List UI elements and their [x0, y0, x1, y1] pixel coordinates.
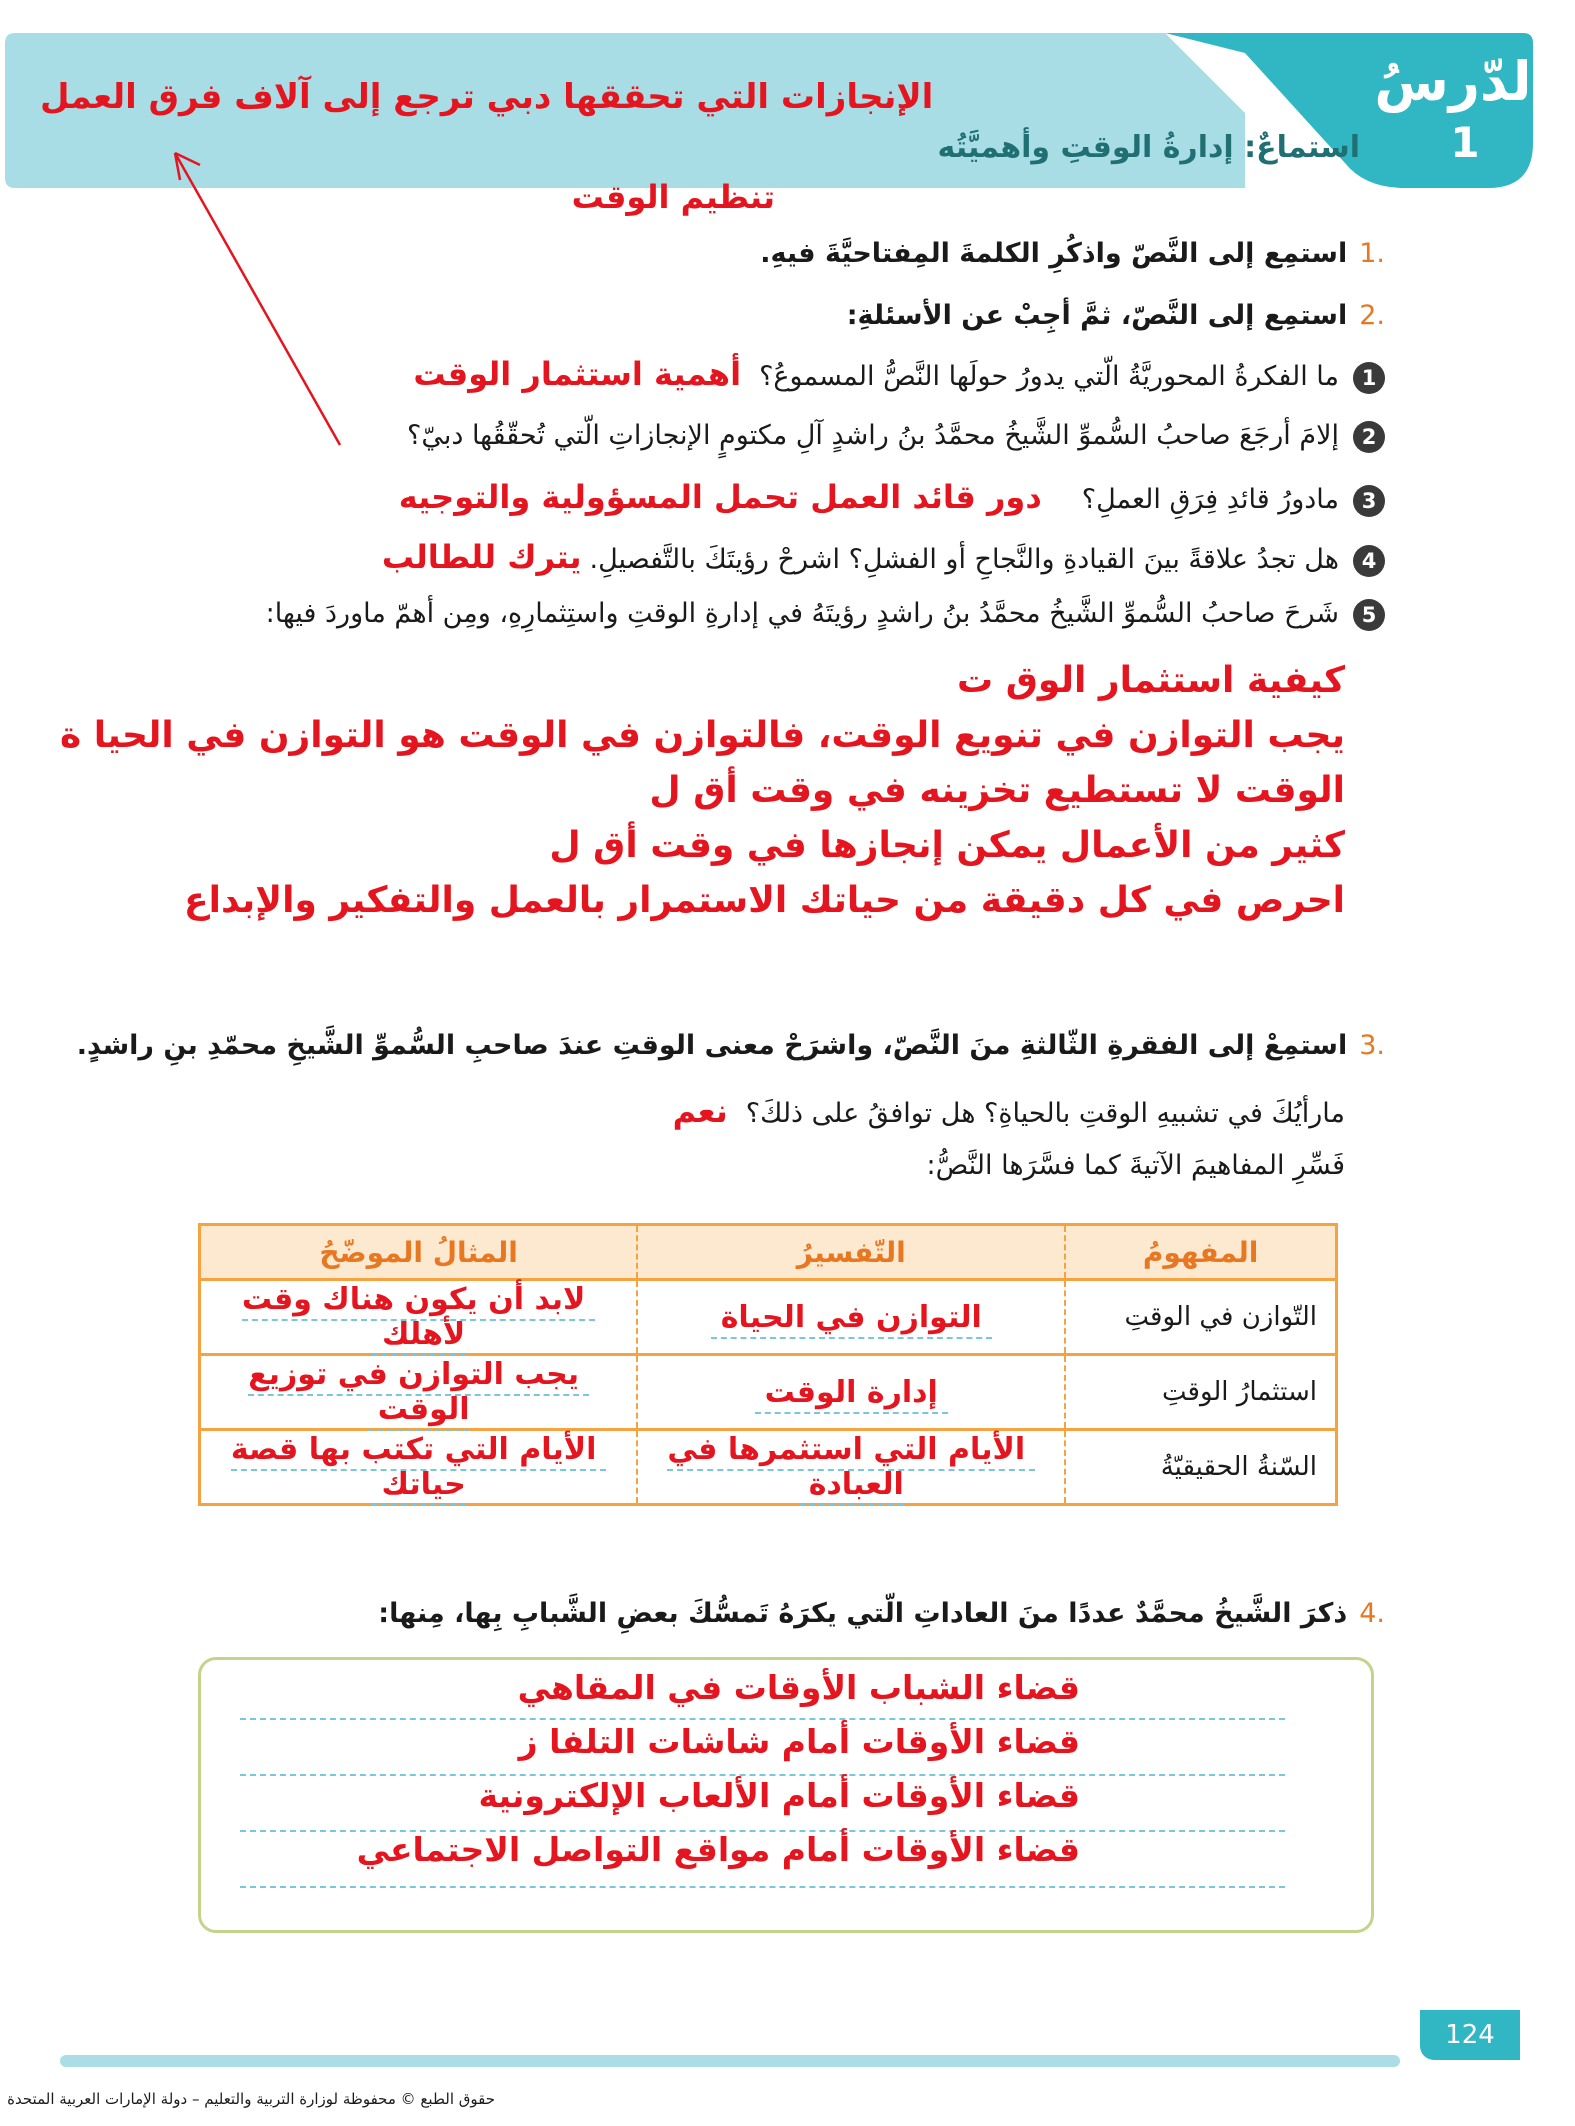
- example-answer: لابد أن يكون هناك وقت لأهلك: [242, 1282, 596, 1356]
- page-number: 124: [1420, 2010, 1520, 2060]
- item-number-badge: 4: [1353, 545, 1385, 577]
- explanation-cell: [637, 1355, 1065, 1430]
- q2-item-5-answer-line: يجب التوازن في تنويع الوقت، فالتوازن في الوقت هو التوازن في الحيا ة: [59, 715, 1345, 756]
- question-1-text: استمِع إلى النَّصّ واذكُرِ الكلمةَ المِفتاحيَّةَ فيهِ.: [760, 238, 1348, 269]
- example-cell: [200, 1280, 638, 1355]
- column-header-example: المثالُ الموضّحُ: [200, 1225, 638, 1280]
- question-3-number: .3: [1359, 1030, 1385, 1061]
- explanation-answer: إدارة الوقت: [755, 1375, 948, 1414]
- q2-item-3-text: مادورُ قائدِ فِرَقِ العملِ؟: [1081, 484, 1339, 515]
- question-1-number: .1: [1359, 238, 1385, 269]
- q2-item-5-answer-line: كثير من الأعمال يمكن إنجازها في وقت أق ل: [549, 825, 1345, 866]
- column-header-concept: المفهومُ: [1065, 1225, 1336, 1280]
- copyright-text: حقوق الطبع © محفوظة لوزارة التربية والتعليم – دولة الإمارات العربية المتحدة: [7, 2090, 495, 2108]
- footer-bar: [60, 2055, 1400, 2067]
- item-number-badge: 5: [1353, 599, 1385, 631]
- explanation-answer: التوازن في الحياة: [711, 1300, 992, 1339]
- q2-item-3: [399, 478, 1385, 517]
- q4-answer-line: قضاء الأوقات أمام مواقع التواصل الاجتماعي: [356, 1830, 1080, 1869]
- item-number-badge: 3: [1353, 485, 1385, 517]
- question-4-number: .4: [1359, 1598, 1385, 1629]
- answer-line: [240, 1718, 1285, 1720]
- q2-item-2-text: إلامَ أرجَعَ صاحبُ السُّموِّ الشَّيخُ محمَّدُ بنُ راشدٍ آلِ مكتومٍ الإنجازاتِ الّتي تُحقّقُها دبيّ؟: [406, 420, 1339, 451]
- lesson-subtitle: استماعٌ: إدارةُ الوقتِ وأهميَّتُه: [937, 130, 1360, 165]
- concept-cell: استثمارُ الوقتِ: [1065, 1355, 1336, 1430]
- explanation-answer: الأيام التي استثمرها في العبادة: [667, 1432, 1035, 1506]
- concepts-table: [198, 1223, 1338, 1506]
- q2-item-4-answer: يترك للطالب: [381, 538, 582, 576]
- q2-item-4-text: هل تجدُ علاقةً بينَ القيادةِ والنَّجاحِ أو الفشلِ؟ اشرحْ رؤيتَكَ بالتَّفصيلِ.: [589, 544, 1339, 575]
- table-header-row: [200, 1225, 1337, 1280]
- example-cell: [200, 1430, 638, 1505]
- q1-answer: تنظيم الوقت: [571, 178, 775, 216]
- q2-item-1-answer: أهمية استثمار الوقت: [413, 355, 742, 393]
- q2-item-4: [382, 538, 1385, 577]
- question-2: [847, 300, 1385, 331]
- example-answer: الأيام التي تكتب بها قصة حياتك: [231, 1432, 607, 1506]
- q2-item-5-answer-line: الوقت لا تستطيع تخزينه في وقت أق ل: [649, 770, 1345, 811]
- example-answer: يجب التوازن في توزيع الوقت: [248, 1357, 589, 1431]
- item-number-badge: 1: [1353, 362, 1385, 394]
- question-4: [378, 1598, 1385, 1629]
- q2-item-5-text: شَرحَ صاحبُ السُّموِّ الشَّيخُ محمَّدُ بنُ راشدٍ رؤيتَهُ في إدارةِ الوقتِ واستِثمارِهِ، ومِن أهمّ ماوردَ فيها:: [265, 598, 1339, 629]
- q2-item-2: [407, 420, 1385, 453]
- lesson-label: الدّرسُ: [1374, 50, 1550, 113]
- q4-answer-line: قضاء الأوقات أمام الألعاب الإلكترونية: [478, 1776, 1080, 1815]
- lesson-number: 1: [1450, 118, 1480, 167]
- q4-answer-line: قضاء الشباب الأوقات في المقاهي: [517, 1668, 1080, 1707]
- q2-item-1: [413, 355, 1385, 394]
- explanation-cell: [637, 1430, 1065, 1505]
- q2-item-5: [266, 598, 1385, 631]
- example-cell: [200, 1355, 638, 1430]
- question-4-text: ذكرَ الشَّيخُ محمَّدٌ عددًا منَ العاداتِ الّتي يكرَهُ تَمسُّكَ بعضِ الشَّبابِ بِها، مِنها:: [378, 1598, 1348, 1629]
- question-3: [77, 1030, 1385, 1061]
- table-row: [200, 1280, 1337, 1355]
- q3-sub-1-text: مارأيُكَ في تشبيهِ الوقتِ بالحياةِ؟ هل توافقُ على ذلكَ؟: [745, 1098, 1345, 1129]
- q2-item-5-answer-line: كيفية استثمار الوق ت: [957, 660, 1345, 701]
- item-number-badge: 2: [1353, 421, 1385, 453]
- q3-sub-1-answer: نعم: [672, 1092, 728, 1130]
- handwritten-note: الإنجازات التي تحققها دبي ترجع إلى آلاف فرق العمل: [40, 77, 934, 117]
- q2-item-3-answer: دور قائد العمل تحمل المسؤولية والتوجيه: [398, 478, 1042, 516]
- table-row: [200, 1430, 1337, 1505]
- answer-line: [240, 1886, 1285, 1888]
- q4-answer-line: قضاء الأوقات أمام شاشات التلفا ز: [518, 1722, 1080, 1761]
- question-2-number: .2: [1359, 300, 1385, 331]
- table-row: [200, 1355, 1337, 1430]
- concept-cell: السّنةُ الحقيقيّةُ: [1065, 1430, 1336, 1505]
- q3-sub-2: فَسِّرِ المفاهيمَ الآتيةَ كما فسَّرَها النَّصُّ:: [926, 1150, 1345, 1181]
- question-3-text: استمِعْ إلى الفقرةِ الثّالثةِ منَ النَّصّ، واشرَحْ معنى الوقتِ عندَ صاحبِ السُّموِّ الشَّيخِ محمّدِ بنِ راشدٍ.: [76, 1030, 1348, 1061]
- column-header-explanation: التّفسيرُ: [637, 1225, 1065, 1280]
- question-1: [760, 238, 1385, 269]
- question-2-text: استمِع إلى النَّصّ، ثمَّ أجِبْ عن الأسئلةِ:: [846, 300, 1348, 331]
- q2-item-5-answer-line: احرص في كل دقيقة من حياتك الاستمرار بالعمل والتفكير والإبداع: [184, 880, 1345, 921]
- concept-cell: التّوازن في الوقتِ: [1065, 1280, 1336, 1355]
- q2-item-1-text: ما الفكرةُ المحوريَّةُ الّتي يدورُ حولَها النَّصُّ المسموعُ؟: [759, 361, 1339, 392]
- q3-sub-1: [673, 1092, 1345, 1130]
- explanation-cell: [637, 1280, 1065, 1355]
